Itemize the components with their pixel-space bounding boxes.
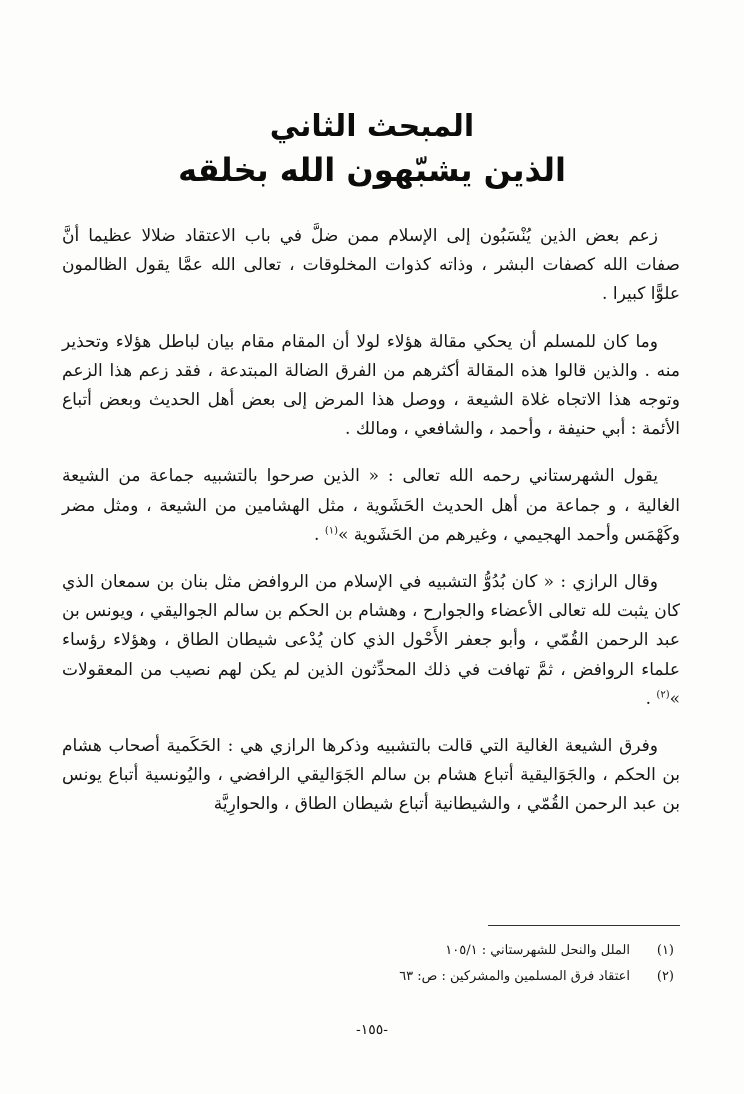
paragraph-3-text: يقول الشهرستاني رحمه الله تعالى : « الذين صرحوا بالتشبيه جماعة من الشيعة الغالية ، و جماعة من أهل الحديث الحَشَوية ، مثل الهشامين من الشيعة ، ومثل مضر وكَهْمَس وأحمد الهجيمي ، وغيرهم من الحَشَوية »: [62, 466, 680, 545]
title-block: [0, 108, 744, 190]
paragraph-2-text: وما كان للمسلم أن يحكي مقالة هؤلاء لولا أن المقام مقام بيان لباطل هؤلاء وتحذير منه . والذين قالوا هذه المقالة أكثرهم من الفرق الضالة المبتدعة ، فقد زعم هذا الزعم وتوجه هذا الاتجاه غلاة الشيعة ، ووصل هذا المرض إلى بعض أهل الحديث وبعض أتباع الأئمة : أبي حنيفة ، وأحمد ، والشافعي ، ومالك .: [62, 331, 680, 440]
paragraph-4-text: وقال الرازي : « كان بُدُوُّ التشبيه في الإسلام من الروافض مثل بنان بن سمعان الذي كان يثبت لله تعالى الأعضاء والجوارح ، وهشام بن الحكم بن سالم الجواليقي ، ويونس بن عبد الرحمن القُمّي ، وأبو جعفر الأَحْول الذي كان يُدْعى شيطان الطاق ، وهؤلاء رؤساء علماء الروافض ، ثمَّ تهافت في ذلك المحدِّثون الذين لم يكن لهم نصيب من المعقولات »: [62, 572, 680, 709]
footnote-1-text: الملل والنحل للشهرستاني : ١٠٥/١: [445, 943, 630, 958]
footnotes: [62, 938, 674, 990]
paragraph-2: [62, 328, 680, 445]
footnote-ref-1: (١): [324, 525, 338, 537]
paragraph-3: يقول الشهرستاني رحمه الله تعالى : « الذين صرحوا بالتشبيه جماعة من الشيعة الغالية ، و جماعة من أهل الحديث الحَشَوية ، مثل الهشامين من الشيعة ، ومثل مضر وكَهْمَس وأحمد الهجيمي ، وغيرهم من الحَشَوية »$^{(١)}$ .: [62, 466, 680, 545]
body-text: [62, 222, 680, 838]
paragraph-5-text: وفرق الشيعة الغالية التي قالت بالتشبيه وذكرها الرازي هي : الحَكَمية أصحاب هشام بن الحكم ، والجَوَاليقية أتباع هشام بن سالم الجَوَاليقي الرافضي ، واليُونسية أتباع يونس بن عبد الرحمن القُمّي ، والشيطانية أتباع شيطان الطاق ، والحوارِيَّة: [62, 736, 680, 815]
footnote-2-text: اعتقاد فرق المسلمين والمشركين : ص: ٦٣: [399, 969, 630, 984]
footnote-divider: [488, 925, 680, 926]
footnote-2: [62, 964, 674, 990]
footnote-2-number: (٢): [656, 969, 674, 984]
paragraph-5: [62, 732, 680, 820]
page-number: -١٥٥-: [355, 1022, 389, 1038]
section-subtitle: الذين يشبّهون الله بخلقه: [178, 150, 566, 189]
footnote-1: [62, 938, 674, 964]
section-title: المبحث الثاني: [269, 109, 475, 144]
paragraph-4: وقال الرازي : « كان بُدُوُّ التشبيه في الإسلام من الروافض مثل بنان بن سمعان الذي كان يثبت لله تعالى الأعضاء والجوارح ، وهشام بن الحكم بن سالم الجواليقي ، ويونس بن عبد الرحمن القُمّي ، وأبو جعفر الأَحْول الذي كان يُدْعى شيطان الطاق ، وهؤلاء رؤساء علماء الروافض ، ثمَّ تهافت في ذلك المحدِّثون الذين لم يكن لهم نصيب من المعقولات »$^{(٢)}$ .: [62, 572, 680, 709]
footnote-1-number: (١): [656, 943, 674, 958]
paragraph-1-text: زعم بعض الذين يُنْسَبُون إلى الإسلام ممن ضلَّ في باب الاعتقاد ضلالا عظيما أنَّ صفات الله كصفات البشر ، وذاته كذوات المخلوقات ، تعالى الله عمَّا يقول الظالمون علوًّا كبيرا .: [62, 226, 680, 305]
paragraph-1: [62, 222, 680, 310]
footnote-ref-2: (٢): [656, 689, 670, 701]
